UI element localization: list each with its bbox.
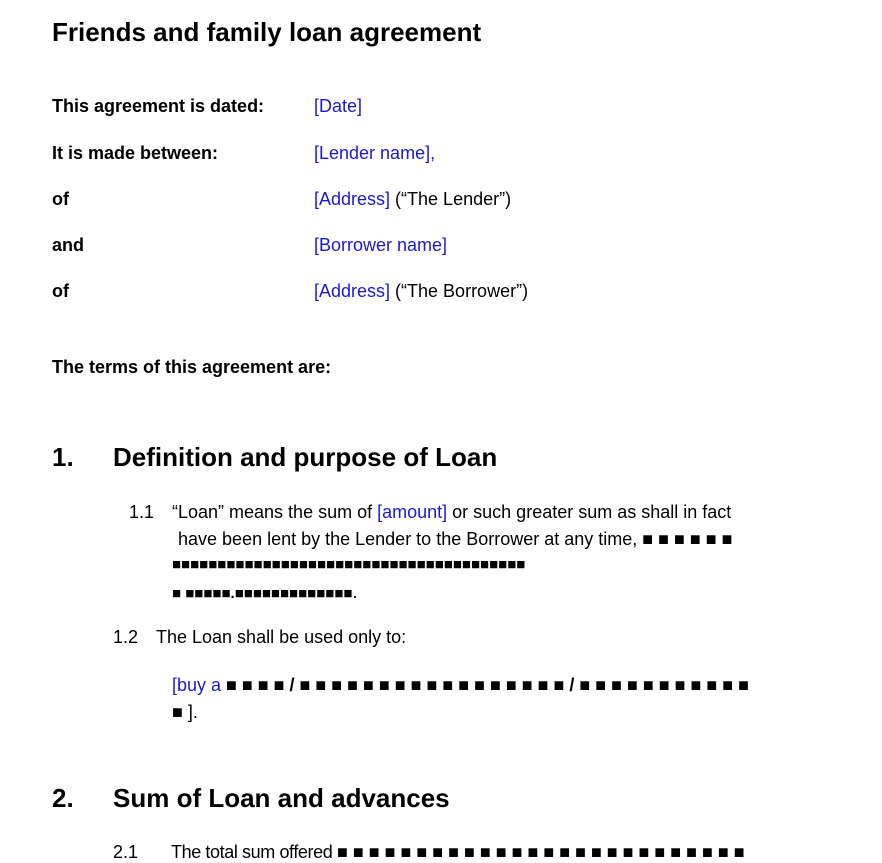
clause-1-1-line-4 <box>172 582 358 603</box>
made-between-label: It is made between: <box>52 143 219 163</box>
date-placeholder: [Date] <box>314 96 363 116</box>
borrower-of-label: of <box>52 281 69 301</box>
clause-1-1-text-a: “Loan” means the sum of <box>172 502 378 522</box>
redacted-text: ■ ■ ■ ■ / ■ ■ ■ ■ ■ ■ ■ ■ ■ ■ ■ ■ ■ ■ ■ ■ ■ / ■ ■ ■ ■ ■ ■ ■ ■ ■ ■ ■ <box>226 675 749 695</box>
redacted-text: ■ ■ ■ ■ ■ ■ <box>642 529 733 549</box>
section-2-number: 2. <box>52 783 74 813</box>
borrower-address-placeholder: [Address] <box>314 281 391 301</box>
redacted-text: ■ <box>172 702 183 722</box>
clause-1-2-option-line-2 <box>172 702 198 723</box>
clause-1-2-text: The Loan shall be used only to: <box>156 627 407 647</box>
document-title: Friends and family loan agreement <box>52 17 482 47</box>
clause-1-1-line-3: ■■■■■■■■■■■■■■■■■■■■■■■■■■■■■■■■■■■■■■■ <box>172 556 526 573</box>
dated-value <box>314 96 362 117</box>
terms-intro: The terms of this agreement are: <box>52 357 332 377</box>
lender-address-value <box>314 189 511 210</box>
lender-of-label: of <box>52 189 69 209</box>
borrower-address-value <box>314 281 528 302</box>
clause-1-2-number: 1.2 <box>113 627 139 647</box>
lender-address-placeholder: [Address] <box>314 189 391 209</box>
section-2-title: Sum of Loan and advances <box>113 783 450 813</box>
amount-placeholder: [amount] <box>377 502 448 522</box>
clause-1-1-line-1 <box>172 502 731 523</box>
borrower-name-placeholder: [Borrower name] <box>314 235 448 255</box>
clause-1-1-end: . <box>352 582 358 602</box>
section-1-title: Definition and purpose of Loan <box>113 442 498 472</box>
clause-2-1-line <box>171 842 745 863</box>
borrower-name-value <box>314 235 447 256</box>
clause-1-1-text-b: or such greater sum as shall in fact <box>447 502 732 522</box>
clause-1-1-line-2 <box>178 529 733 550</box>
borrower-role-text: (“The Borrower”) <box>390 281 529 301</box>
clause-2-1-text: The total sum offered <box>171 842 337 862</box>
redacted-text: ■ ■■■■■.■■■■■■■■■■■■■ <box>172 585 353 602</box>
clause-1-2-end: ]. <box>182 702 198 722</box>
dated-label: This agreement is dated: <box>52 96 265 116</box>
clause-1-1-text-c: have been lent by the Lender to the Borrower at any time, <box>178 529 643 549</box>
lender-role-text: (“The Lender”) <box>390 189 512 209</box>
lender-name-value <box>314 143 435 164</box>
clause-1-1-number: 1.1 <box>129 502 155 522</box>
lender-name-placeholder: [Lender name], <box>314 143 436 163</box>
clause-2-1-number: 2.1 <box>113 842 139 862</box>
redacted-text: ■ ■ ■ ■ ■ ■ ■ ■ ■ ■ ■ ■ ■ ■ ■ ■ ■ ■ ■ ■ ■ ■ ■ ■ ■ ■ <box>336 842 745 862</box>
and-label: and <box>52 235 85 255</box>
clause-1-2-option-line-1 <box>172 675 749 696</box>
section-1-number: 1. <box>52 442 74 472</box>
purpose-placeholder: [buy a <box>172 675 227 695</box>
